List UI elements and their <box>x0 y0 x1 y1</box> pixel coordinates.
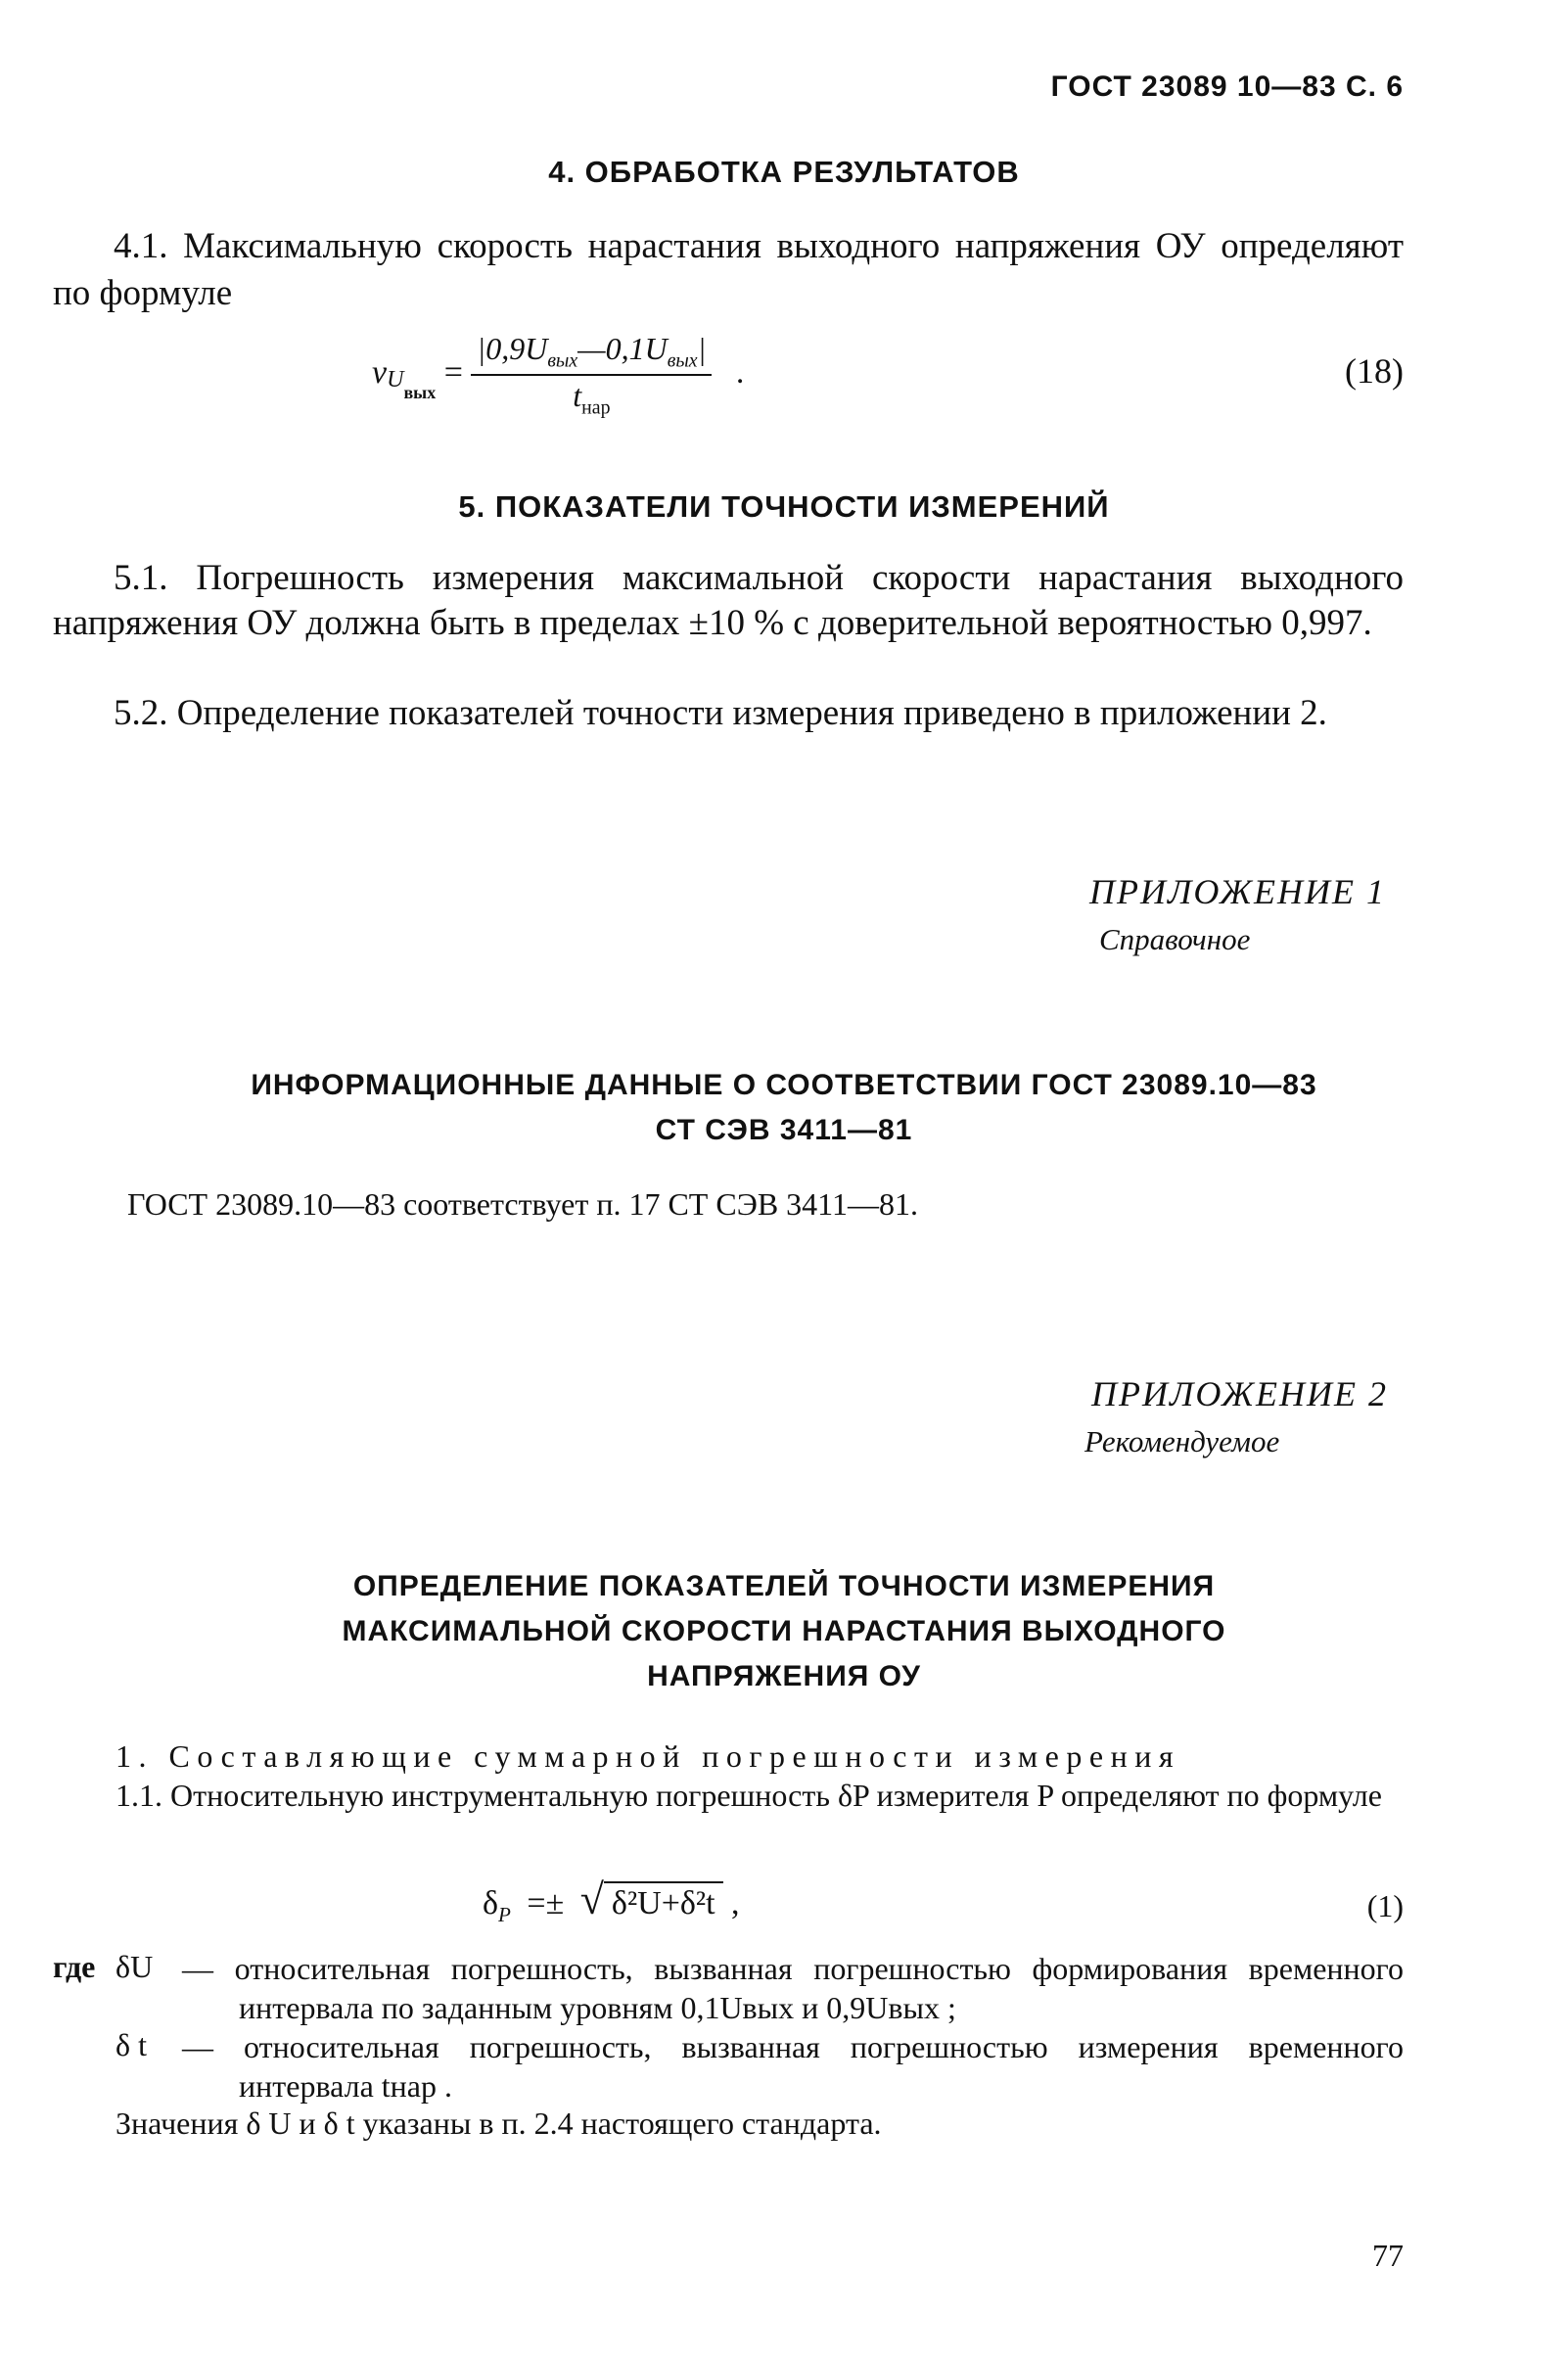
definition-1-text: — относительная погрешность, вызванная погрешностью формирования временного интервала по заданным уровням 0,1Uвых и 0,9Uвых ; <box>182 1951 1404 2025</box>
appendix-2-title-line-2: МАКСИМАЛЬНОЙ СКОРОСТИ НАРАСТАНИЯ ВЫХОДНОГО <box>342 1615 1226 1647</box>
running-head: ГОСТ 23089 10—83 С. 6 <box>1050 70 1404 103</box>
formula-18-fraction: $\frac{|0,9U_{вых}—0,1U_{вых}|}{t_{нар}}$ <box>471 331 712 420</box>
paragraph-5-2: 5.2. Определение показателей точности измерения приведено в приложении 2. <box>114 693 1327 733</box>
paragraph-4-1: 4.1. Максимальную скорость нарастания выходного напряжения ОУ определяют по формуле <box>53 226 1404 313</box>
definition-2-symbol: δ t <box>115 2027 147 2062</box>
formula-18-dot: . <box>735 354 745 392</box>
formula-18-number: (18) <box>1345 351 1404 391</box>
formula-1: $\delta_P$ =± √ δ²U+δ²t , <box>483 1875 740 1926</box>
values-note: Значения δ U и δ t указаны в п. 2.4 настоящего стандарта. <box>115 2105 882 2141</box>
paragraph-5-1: 5.1. Погрешность измерения максимальной скорости нарастания выходного напряжения ОУ должна быть в пределах ±10 % с доверительной вероятностью 0,997. <box>53 558 1404 643</box>
definition-2-text: — относительная погрешность, вызванная погрешностью измерения временного интервала tнар . <box>182 2029 1404 2104</box>
formula-18-equals: = <box>443 354 463 392</box>
section-5-title: 5. ПОКАЗАТЕЛИ ТОЧНОСТИ ИЗМЕРЕНИЙ <box>458 489 1110 524</box>
definition-1-symbol: δU <box>115 1949 154 1984</box>
formula-18-lhs: $vU_{вых}$ <box>372 354 437 403</box>
formula-18 <box>372 331 744 420</box>
appendix-2-label: ПРИЛОЖЕНИЕ 2 <box>1091 1374 1388 1413</box>
appendix-1-title-line-1: ИНФОРМАЦИОННЫЕ ДАННЫЕ О СООТВЕТСТВИИ ГОСТ 23089.10—83 <box>251 1069 1317 1101</box>
section-4-title: 4. ОБРАБОТКА РЕЗУЛЬТАТОВ <box>548 155 1020 189</box>
page-number: 77 <box>1372 2238 1404 2273</box>
paragraph-1-1: 1.1. Относительную инструментальную погрешность δP измерителя P определяют по формуле <box>115 1778 1382 1813</box>
appendix-1-label: ПРИЛОЖЕНИЕ 1 <box>1089 872 1386 911</box>
appendix-2-title-line-3: НАПРЯЖЕНИЯ ОУ <box>647 1660 921 1692</box>
sqrt-sign-icon: √ <box>579 1875 604 1923</box>
formula-1-number: (1) <box>1366 1888 1404 1923</box>
appendix-1-kind: Справочное <box>1099 922 1251 956</box>
subsection-1-title: 1. Составляющие суммарной погрешности измерения <box>115 1738 1181 1774</box>
appendix-1-title-line-2: СТ СЭВ 3411—81 <box>655 1114 913 1146</box>
appendix-2-title-line-1: ОПРЕДЕЛЕНИЕ ПОКАЗАТЕЛЕЙ ТОЧНОСТИ ИЗМЕРЕНИЯ <box>352 1570 1216 1602</box>
formula-1-radicand: δ²U+δ²t <box>604 1881 723 1922</box>
appendix-2-kind: Рекомендуемое <box>1084 1424 1280 1458</box>
where-word: где <box>53 1949 96 1984</box>
appendix-1-text: ГОСТ 23089.10—83 соответствует п. 17 СТ СЭВ 3411—81. <box>127 1186 918 1222</box>
